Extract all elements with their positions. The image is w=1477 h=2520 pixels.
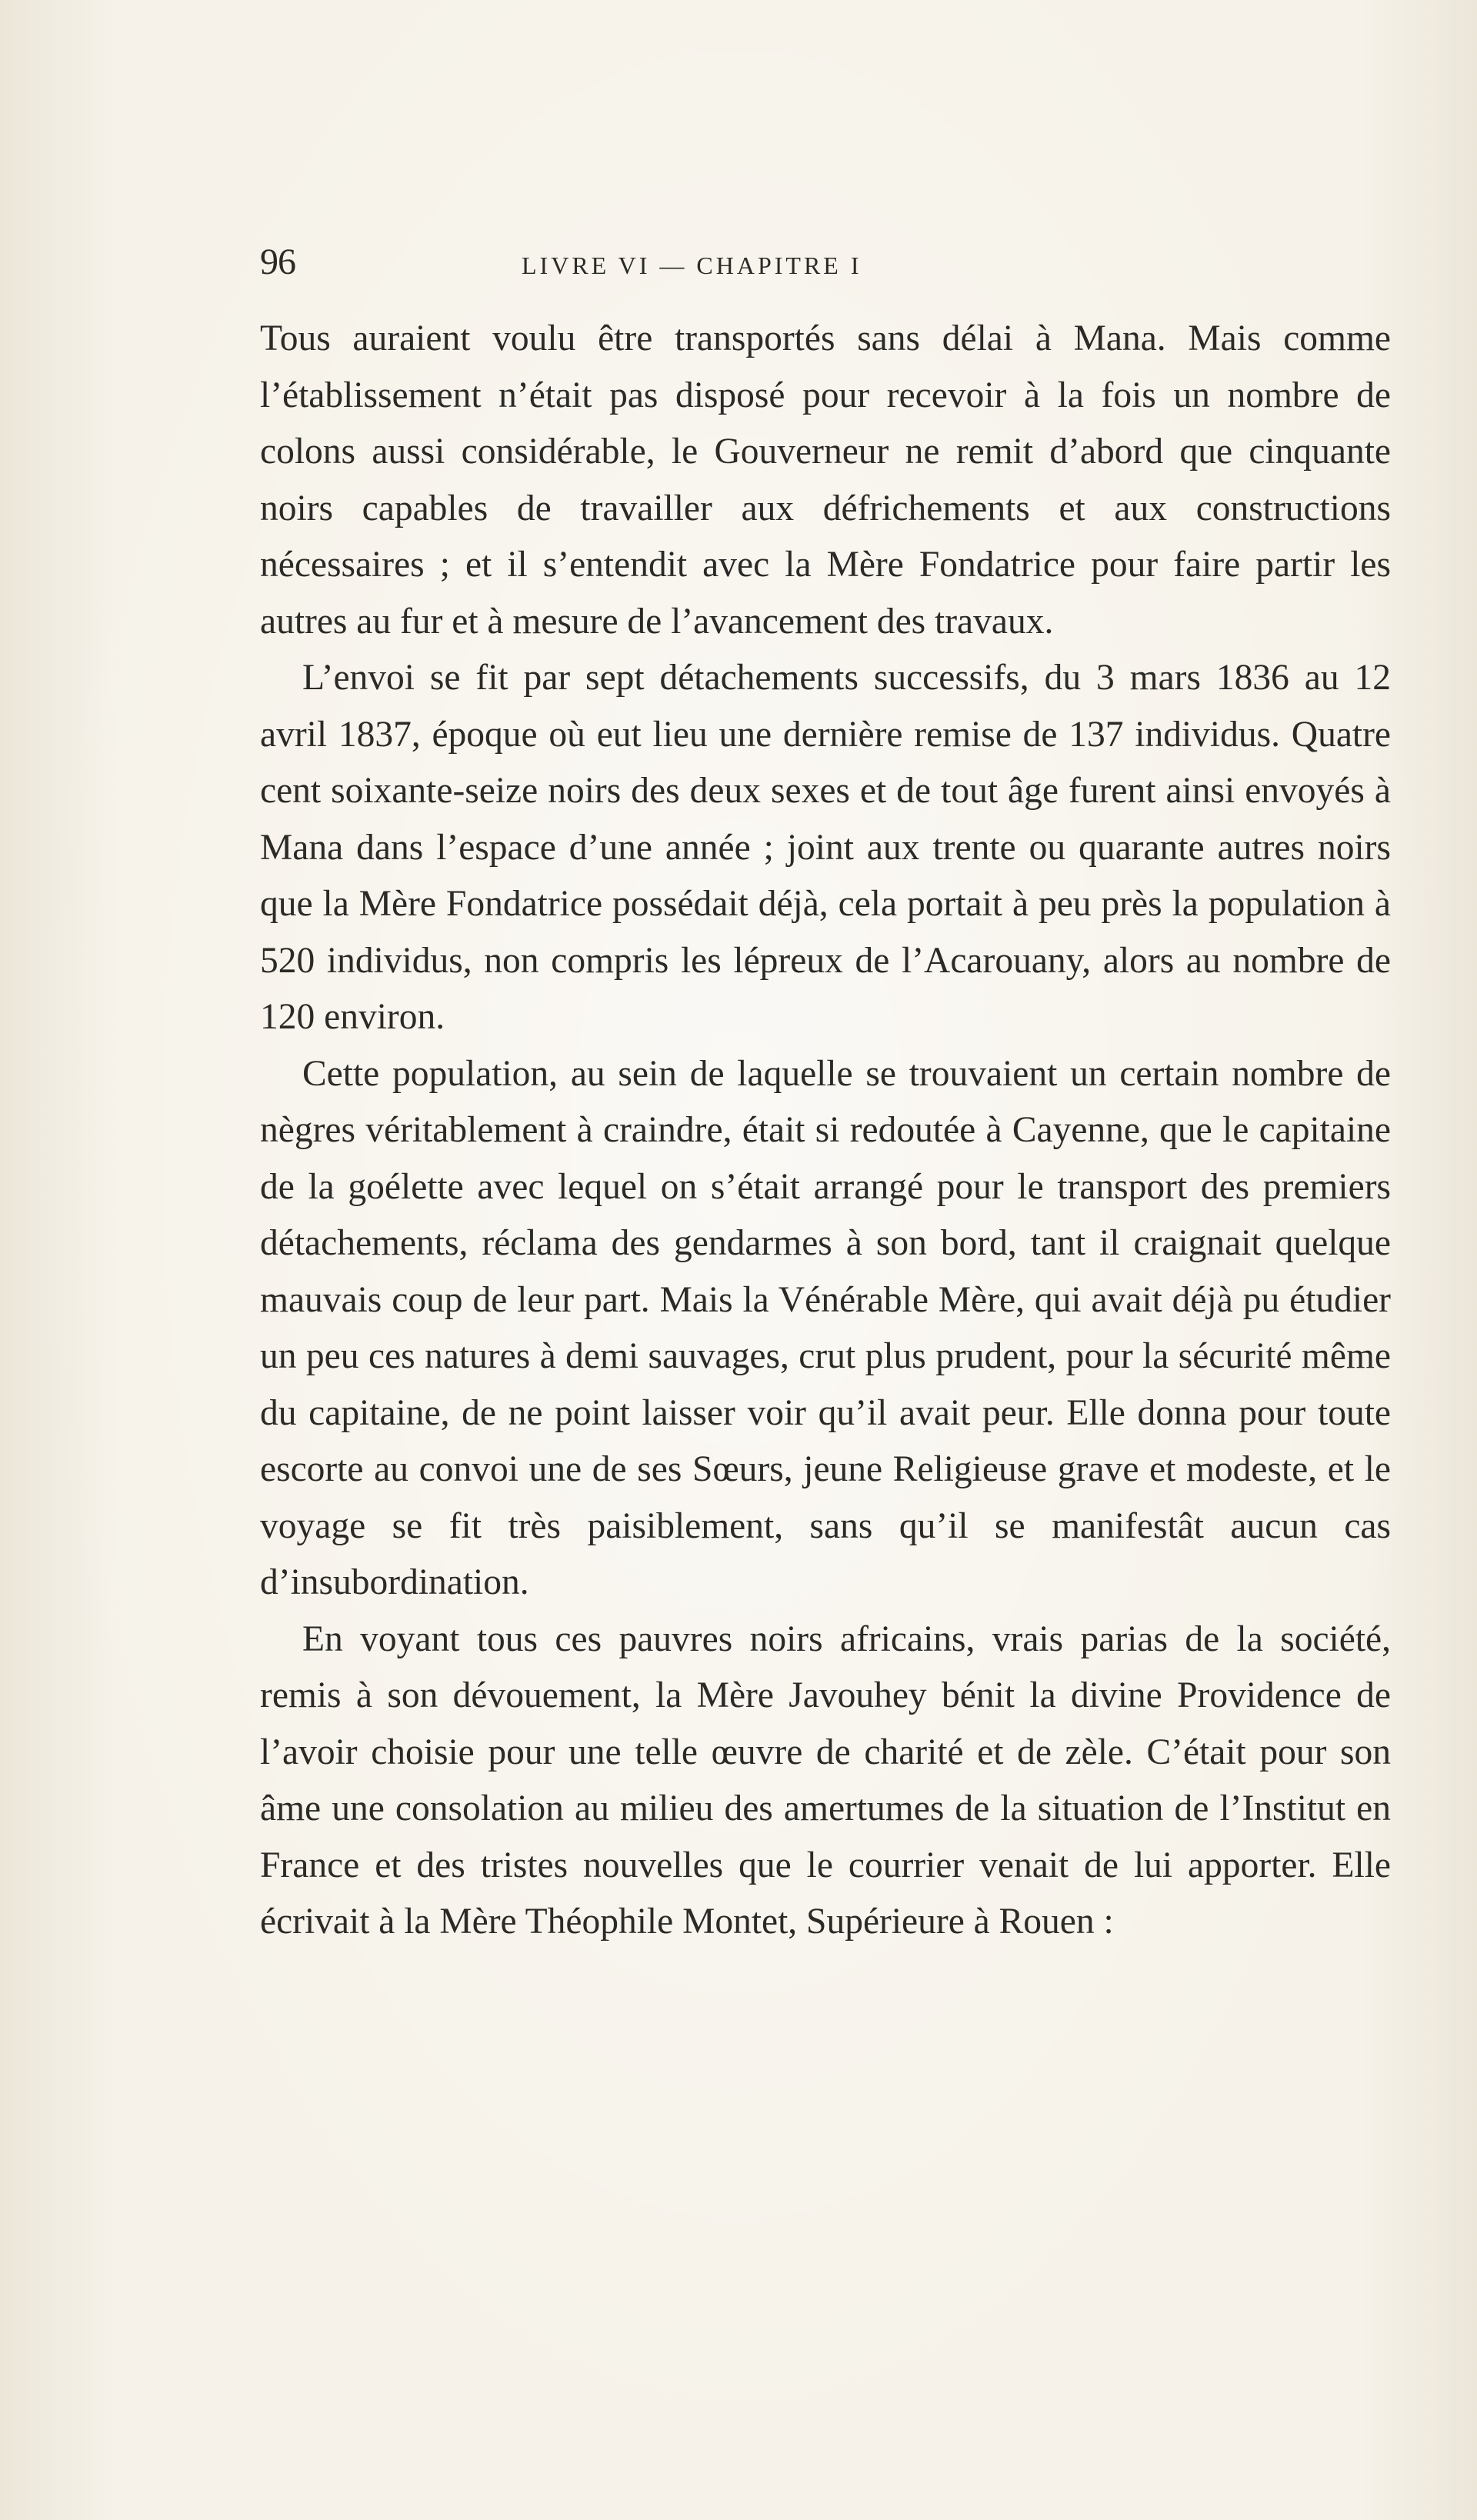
paragraph-2: L’envoi se fit par sept détachements successifs, du 3 mars 1836 au 12 avril 1837, époque où eut lieu une dernière remise de 137 individus. Quatre cent soixante-seize noirs des deux sexes et de tout âge furent ainsi envoyés à Mana dans l’espace d’une année ; joint aux trente ou quarante autres noirs que la Mère Fondatrice possédait déjà, cela portait à peu près la population à 520 individus, non compris les lépreux de l’Acarouany, alors au nombre de 120 environ. bbox=[260, 658, 1391, 1037]
running-head bbox=[260, 228, 1391, 297]
paragraph-4: En voyant tous ces pauvres noirs africains, vrais parias de la société, remis à son dévouement, la Mère Javouhey bénit la divine Providence de l’avoir choisie pour une telle œuvre de charité et de zèle. C’était pour son âme une consolation au milieu des amertumes de la situation de l’Institut en France et des tristes nouvelles que le courrier venait de lui apporter. Elle écrivait à la Mère Théophile Montet, Supérieure à Rouen : bbox=[260, 1618, 1391, 1942]
paragraph-3: Cette population, au sein de laquelle se trouvaient un certain nombre de nègres véritablement à craindre, était si redoutée à Cayenne, que le capitaine de la goélette avec lequel on s’était arrangé pour le transport des premiers détachements, réclama des gendarmes à son bord, tant il craignait quelque mauvais coup de leur part. Mais la Vénérable Mère, qui avait déjà pu étudier un peu ces natures à demi sauvages, crut plus prudent, pour la sécurité même du capitaine, de ne point laisser voir qu’il avait peur. Elle donna pour toute escorte au convoi une de ses Sœurs, jeune Religieuse grave et modeste, et le voyage se fit très paisiblement, sans qu’il se manifestât aucun cas d’insubordination. bbox=[260, 1053, 1391, 1602]
page-number: 96 bbox=[260, 242, 295, 282]
page-text-block bbox=[260, 228, 1391, 1951]
paragraph-1: Tous auraient voulu être transportés sans délai à Mana. Mais comme l’établissement n’était pas disposé pour recevoir à la fois un nombre de colons aussi considérable, le Gouverneur ne remit d’abord que cinquante noirs capables de travailler aux défrichements et aux constructions nécessaires ; et il s’entendit avec la Mère Fondatrice pour faire partir les autres au fur et à mesure de l’avancement des travaux. bbox=[260, 318, 1391, 642]
chapter-heading: LIVRE VI — CHAPITRE I bbox=[522, 252, 862, 279]
body-text bbox=[260, 311, 1391, 1951]
